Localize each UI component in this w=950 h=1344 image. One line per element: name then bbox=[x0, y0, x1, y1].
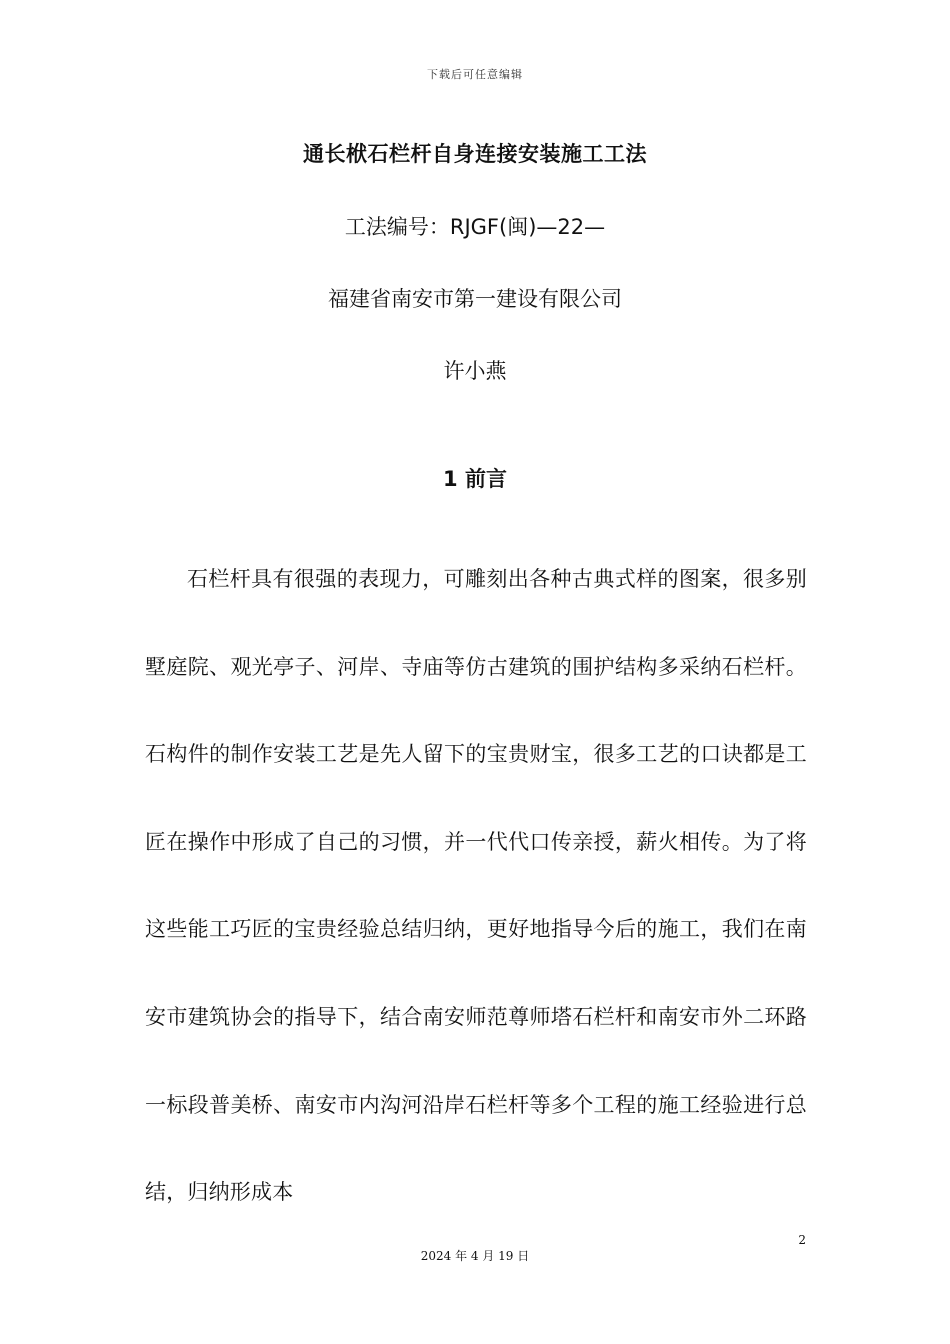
body-paragraph: 石栏杆具有很强的表现力，可雕刻出各种古典式样的图案，很多别墅庭院、观光亭子、河岸、寺庙等仿古建筑的围护结构多采纳石栏杆。石构件的制作安装工艺是先人留下的宝贵财宝，很多工艺的口诀都是工匠在操作中形成了自己的习惯，并一代代口传亲授，薪火相传。为了将这些能工巧匠的宝贵经验总结归纳，更好地指导今后的施工，我们在南安市建筑协会的指导下，结合南安师范尊师塔石栏杆和南安市外二环路一标段普美桥、南安市内沟河沿岸石栏杆等多个工程的施工经验进行总结，归纳形成本 bbox=[145, 567, 807, 1205]
footer-date: 2024 年 4 月 19 日 bbox=[420, 1249, 530, 1263]
author-name: 许小燕 bbox=[443, 359, 507, 383]
section-heading: 1 前言 bbox=[443, 467, 507, 491]
page-number: 2 bbox=[798, 1233, 806, 1247]
method-code: 工法编号：RJGF(闽)—22— bbox=[344, 215, 606, 239]
page-header: 下载后可任意编辑 bbox=[427, 68, 523, 81]
document-title: 通长栿石栏杆自身连接安装施工工法 bbox=[303, 142, 647, 166]
company-name: 福建省南安市第一建设有限公司 bbox=[328, 287, 622, 311]
